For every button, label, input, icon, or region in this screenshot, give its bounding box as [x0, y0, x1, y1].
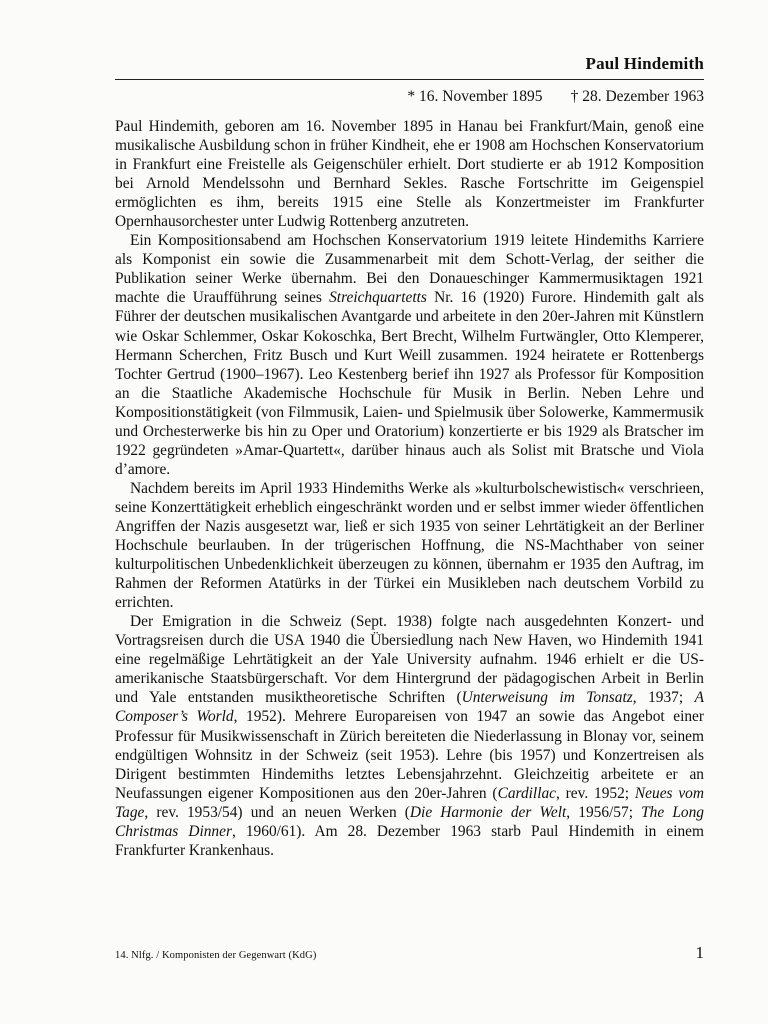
- text-run: , 1937;: [632, 689, 695, 707]
- text-run: Paul Hindemith, geboren am 16. November 1895 in Hanau bei Frankfurt/Main, genoß eine musikalische Ausbildung schon in früher Kindheit, ehe er 1908 am Hochschen Konservatorium in Frankfurt eine Freistelle als Geigenschüler erhielt. Dort studierte er ab 1912 Komposition bei Arnold Mendelssohn und Bernhard Sekles. Rasche Fortschritte im Geigenspiel ermöglichten es ihm, bereits 1915 eine Stelle als Konzertmeister im Frankfurter Opernhausorchester unter Ludwig Rottenberg anzutreten.: [115, 118, 704, 231]
- work-title: Streichquartetts: [329, 289, 427, 307]
- biography-paragraph: [115, 117, 704, 231]
- text-run: , 1952). Mehrere Europareisen von 1947 an sowie das Angebot einer Professur für Musikwissenschaft in Zürich bereiteten die Niederlassung in Blonay vor, seinem endgültigen Wohnsitz in der Schweiz (seit 1953). Lehre (bis 1957) und Konzertreisen als Dirigent bestimmten Hindemiths letztes Lebensjahrzehnt. Gleichzeitig arbeitete er an Neufassungen eigener Kompositionen aus den 20er-Jahren (: [115, 708, 705, 802]
- birth-date: * 16. November 1895: [407, 88, 543, 105]
- text-run: Ein Kompositionsabend am Hochschen Konservatorium 1919 leitete Hindemiths Karriere als Komponist ein sowie die Zusammenarbeit mit dem Schott-Verlag, der seither die Publikation seiner Werke übernahm. Bei den Donaueschinger Kammermusiktagen 1921 machte die Uraufführung seines: [115, 232, 704, 307]
- text-run: , rev. 1952;: [556, 784, 635, 802]
- work-title: Unterweisung im Tonsatz: [461, 689, 633, 707]
- biography-paragraph: [115, 479, 704, 612]
- text-run: , 1956/57;: [566, 803, 642, 821]
- biography-paragraph: [115, 231, 704, 479]
- page-number: 1: [695, 943, 704, 962]
- biography-paragraph: [115, 612, 704, 860]
- footer-series-label: 14. Nlfg. / Komponisten der Gegenwart (KdG): [115, 950, 317, 961]
- work-title: Neues vom Tage: [115, 784, 704, 821]
- work-title: A Composer’s World: [115, 689, 704, 726]
- death-date: † 28. Dezember 1963: [570, 88, 704, 105]
- header-rule: [115, 79, 704, 80]
- text-run: Nr. 16 (1920) Furore. Hindemith galt als Führer der deutschen musikalischen Avantgarde und arbeitete in den 20er-Jahren mit Künstlern wie Oskar Schlemmer, Oskar Kokoschka, Bert Brecht, Wilhelm Furtwängler, Otto Klemperer, Hermann Scherchen, Fritz Busch und Kurt Weill zusammen. 1924 heiratete er Rottenbergs Tochter Gertrud (1900–1967). Leo Kestenberg berief ihn 1927 als Professor für Komposition an die Staatliche Akademische Hochschule für Musik in Berlin. Neben Lehre und Kompositionstätigkeit (von Filmmusik, Laien- und Spielmusik über Solowerke, Kammermusik und Orchesterwerke bis hin zu Oper und Oratorium) konzertierte er bis 1929 als Bratscher im 1922 gegründeten »Amar-Quartett«, darüber hinaus auch als Solist mit Bratsche und Viola d’amore.: [115, 289, 704, 478]
- biography-text: [115, 117, 704, 860]
- life-dates: [407, 88, 704, 106]
- text-run: , rev. 1953/54) und an neuen Werken (: [144, 803, 410, 821]
- text-run: Nachdem bereits im April 1933 Hindemiths Werke als »kulturbolschewistisch« verschrieen, seine Konzerttätigkeit erheblich eingeschränkt worden und er selbst immer wieder öffentlichen Angriffen der Nazis ausgesetzt war, ließ er sich 1935 von seiner Lehrtätigkeit an der Berliner Hochschule beurlauben. In der trügerischen Hoffnung, die NS-Machthaber von seiner kulturpolitischen Unbedenklichkeit überzeugen zu können, übernahm er 1935 den Auftrag, im Rahmen der Reformen Atatürks in der Türkei ein Musikleben nach deutschem Vorbild zu errichten.: [115, 479, 704, 612]
- text-run: , 1960/61). Am 28. Dezember 1963 starb Paul Hindemith in einem Frankfurter Krankenhaus.: [115, 822, 704, 859]
- work-title: Cardillac: [497, 784, 556, 802]
- work-title: The Long Christmas Dinner: [115, 803, 704, 840]
- composer-name-header: Paul Hindemith: [585, 54, 704, 73]
- work-title: Die Harmonie der Welt: [409, 803, 567, 821]
- text-run: Der Emigration in die Schweiz (Sept. 1938) folgte nach ausgedehnten Konzert- und Vortragsreisen durch die USA 1940 die Übersiedlung nach New Haven, wo Hindemith 1941 eine regelmäßige Lehrtätigkeit an der Yale University aufnahm. 1946 erhielt er die US-amerikanische Staatsbürgerschaft. Vor dem Hintergrund der pädagogischen Arbeit in Berlin und Yale entstanden musiktheoretische Schriften (: [115, 613, 704, 707]
